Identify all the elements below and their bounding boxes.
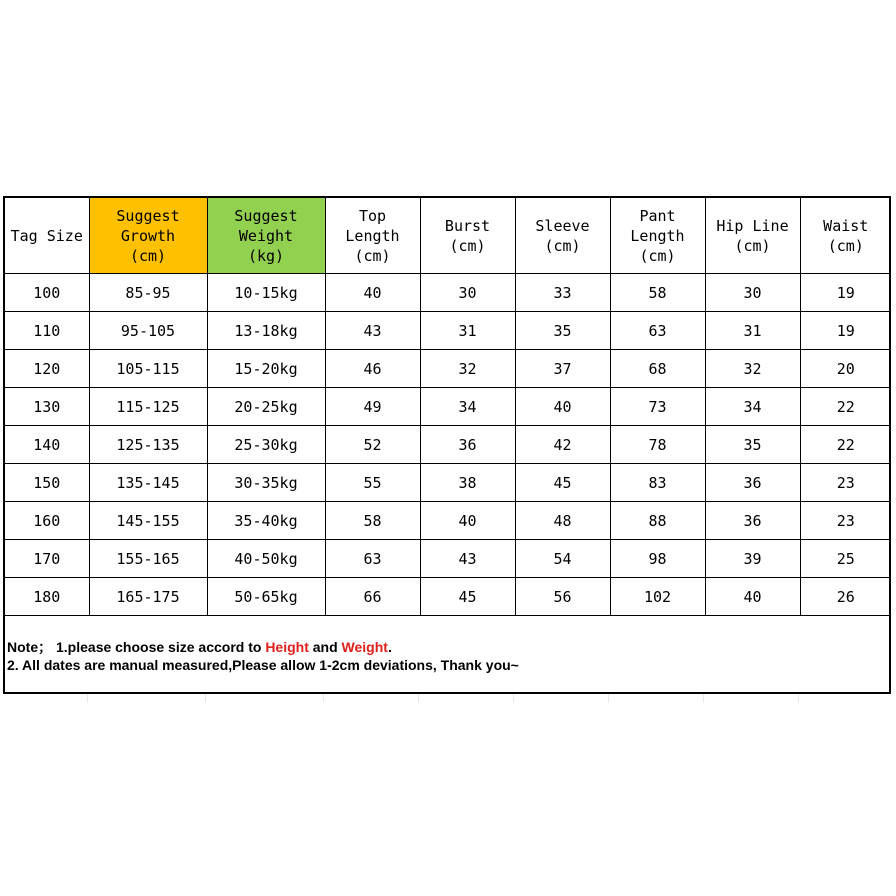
table-cell-suggest-weight: 25-30kg bbox=[207, 426, 325, 464]
divider-tick bbox=[513, 694, 514, 702]
divider-tick bbox=[418, 694, 419, 702]
table-cell-tag-size: 170 bbox=[5, 540, 89, 578]
header-line: Waist bbox=[823, 216, 869, 235]
table-cell-waist: 25 bbox=[800, 540, 891, 578]
table-cell-sleeve: 35 bbox=[515, 312, 610, 350]
table-row bbox=[5, 274, 891, 312]
table-cell-pant-length: 88 bbox=[610, 502, 705, 540]
table-row bbox=[5, 464, 891, 502]
table-cell-suggest-growth: 125-135 bbox=[89, 426, 207, 464]
note-height-highlight: Height bbox=[265, 639, 309, 655]
table-cell-waist: 19 bbox=[800, 312, 891, 350]
table-cell-top-length: 43 bbox=[325, 312, 420, 350]
header-line: Burst bbox=[444, 216, 491, 235]
table-cell-waist: 23 bbox=[800, 502, 891, 540]
table-cell-tag-size: 130 bbox=[5, 388, 89, 426]
header-line: Length bbox=[630, 226, 685, 245]
table-cell-pant-length: 98 bbox=[610, 540, 705, 578]
table-cell-burst: 38 bbox=[420, 464, 515, 502]
table-cell-sleeve: 56 bbox=[515, 578, 610, 616]
header-line: (cm) bbox=[734, 236, 771, 255]
header-suggest-weight bbox=[207, 198, 325, 274]
header-hip-line bbox=[705, 198, 800, 274]
table-cell-tag-size: 160 bbox=[5, 502, 89, 540]
header-waist bbox=[800, 198, 891, 274]
table-row bbox=[5, 426, 891, 464]
header-line: (cm) bbox=[129, 246, 167, 265]
table-row bbox=[5, 312, 891, 350]
table-cell-pant-length: 78 bbox=[610, 426, 705, 464]
table-cell-hip-line: 40 bbox=[705, 578, 800, 616]
table-cell-hip-line: 36 bbox=[705, 464, 800, 502]
table-cell-suggest-growth: 115-125 bbox=[89, 388, 207, 426]
table-cell-tag-size: 120 bbox=[5, 350, 89, 388]
table-cell-suggest-growth: 135-145 bbox=[89, 464, 207, 502]
table-cell-pant-length: 68 bbox=[610, 350, 705, 388]
table-cell-suggest-weight: 13-18kg bbox=[207, 312, 325, 350]
table-cell-waist: 22 bbox=[800, 388, 891, 426]
header-line: (cm) bbox=[449, 236, 486, 255]
header-line: Growth bbox=[120, 226, 176, 245]
table-cell-hip-line: 39 bbox=[705, 540, 800, 578]
table-cell-tag-size: 140 bbox=[5, 426, 89, 464]
table-cell-burst: 45 bbox=[420, 578, 515, 616]
table-cell-pant-length: 83 bbox=[610, 464, 705, 502]
header-row bbox=[5, 198, 891, 274]
header-line: Pant bbox=[639, 206, 676, 225]
note-prefix: Note； 1.please choose size accord to bbox=[7, 639, 266, 655]
table-cell-top-length: 55 bbox=[325, 464, 420, 502]
header-line: (cm) bbox=[827, 236, 864, 255]
table-cell-sleeve: 33 bbox=[515, 274, 610, 312]
table-cell-burst: 32 bbox=[420, 350, 515, 388]
table-cell-sleeve: 42 bbox=[515, 426, 610, 464]
header-line: (cm) bbox=[639, 246, 676, 265]
table-cell-waist: 20 bbox=[800, 350, 891, 388]
table-cell-hip-line: 31 bbox=[705, 312, 800, 350]
table-row bbox=[5, 350, 891, 388]
table-cell-sleeve: 40 bbox=[515, 388, 610, 426]
table-cell-top-length: 49 bbox=[325, 388, 420, 426]
table-cell-burst: 30 bbox=[420, 274, 515, 312]
divider-tick bbox=[205, 694, 206, 702]
header-suggest-growth bbox=[89, 198, 207, 274]
table-cell-pant-length: 102 bbox=[610, 578, 705, 616]
note-weight-highlight: Weight bbox=[341, 639, 388, 655]
table-cell-suggest-weight: 15-20kg bbox=[207, 350, 325, 388]
table-cell-top-length: 40 bbox=[325, 274, 420, 312]
note-line-1 bbox=[7, 638, 519, 656]
header-sleeve bbox=[515, 198, 610, 274]
table-cell-suggest-growth: 105-115 bbox=[89, 350, 207, 388]
header-line: Weight bbox=[238, 226, 294, 245]
table-cell-top-length: 52 bbox=[325, 426, 420, 464]
table-row bbox=[5, 578, 891, 616]
table-cell-top-length: 66 bbox=[325, 578, 420, 616]
table-cell-hip-line: 30 bbox=[705, 274, 800, 312]
table-cell-suggest-weight: 50-65kg bbox=[207, 578, 325, 616]
table-cell-suggest-weight: 40-50kg bbox=[207, 540, 325, 578]
table-cell-suggest-weight: 30-35kg bbox=[207, 464, 325, 502]
table-cell-suggest-weight: 10-15kg bbox=[207, 274, 325, 312]
table-cell-suggest-growth: 165-175 bbox=[89, 578, 207, 616]
table-cell-waist: 23 bbox=[800, 464, 891, 502]
table-cell-top-length: 63 bbox=[325, 540, 420, 578]
table-cell-suggest-growth: 145-155 bbox=[89, 502, 207, 540]
table-cell-sleeve: 45 bbox=[515, 464, 610, 502]
table-cell-suggest-growth: 155-165 bbox=[89, 540, 207, 578]
table-cell-waist: 19 bbox=[800, 274, 891, 312]
table-cell-burst: 31 bbox=[420, 312, 515, 350]
table-cell-burst: 40 bbox=[420, 502, 515, 540]
table-cell-suggest-weight: 20-25kg bbox=[207, 388, 325, 426]
table-cell-waist: 22 bbox=[800, 426, 891, 464]
note-line-2: 2. All dates are manual measured,Please allow 1-2cm deviations, Thank you~ bbox=[7, 657, 519, 673]
table-cell-burst: 36 bbox=[420, 426, 515, 464]
table-cell-tag-size: 110 bbox=[5, 312, 89, 350]
table-cell-suggest-growth: 85-95 bbox=[89, 274, 207, 312]
table-cell-pant-length: 73 bbox=[610, 388, 705, 426]
header-line: (cm) bbox=[354, 246, 391, 265]
table-cell-suggest-weight: 35-40kg bbox=[207, 502, 325, 540]
header-line: Suggest bbox=[234, 206, 298, 225]
table-cell-hip-line: 36 bbox=[705, 502, 800, 540]
header-line: Sleeve bbox=[535, 216, 590, 235]
header-top-length bbox=[325, 198, 420, 274]
divider-tick bbox=[798, 694, 799, 702]
table-cell-hip-line: 34 bbox=[705, 388, 800, 426]
table-cell-top-length: 46 bbox=[325, 350, 420, 388]
divider-tick bbox=[703, 694, 704, 702]
divider-tick bbox=[87, 694, 88, 702]
table-cell-tag-size: 150 bbox=[5, 464, 89, 502]
size-chart-table bbox=[5, 198, 891, 616]
table-cell-hip-line: 32 bbox=[705, 350, 800, 388]
size-note bbox=[7, 638, 519, 674]
header-burst bbox=[420, 198, 515, 274]
note-and: and bbox=[308, 639, 342, 655]
table-cell-tag-size: 100 bbox=[5, 274, 89, 312]
header-line: (cm) bbox=[544, 236, 581, 255]
table-row bbox=[5, 388, 891, 426]
header-line: Top bbox=[358, 206, 387, 225]
table-cell-sleeve: 37 bbox=[515, 350, 610, 388]
table-row bbox=[5, 540, 891, 578]
divider-tick bbox=[323, 694, 324, 702]
table-cell-pant-length: 58 bbox=[610, 274, 705, 312]
header-tag-size bbox=[5, 198, 89, 274]
table-cell-hip-line: 35 bbox=[705, 426, 800, 464]
divider-tick bbox=[608, 694, 609, 702]
table-cell-sleeve: 48 bbox=[515, 502, 610, 540]
table-cell-burst: 34 bbox=[420, 388, 515, 426]
table-cell-sleeve: 54 bbox=[515, 540, 610, 578]
size-chart-frame bbox=[3, 196, 891, 694]
header-pant-length bbox=[610, 198, 705, 274]
header-line: Suggest bbox=[116, 206, 180, 225]
header-line: Tag Size bbox=[10, 226, 83, 245]
table-cell-top-length: 58 bbox=[325, 502, 420, 540]
table-cell-burst: 43 bbox=[420, 540, 515, 578]
table-cell-waist: 26 bbox=[800, 578, 891, 616]
header-line: Length bbox=[345, 226, 400, 245]
note-end: . bbox=[387, 639, 392, 655]
table-cell-suggest-growth: 95-105 bbox=[89, 312, 207, 350]
header-line: Hip Line bbox=[716, 216, 789, 235]
table-cell-tag-size: 180 bbox=[5, 578, 89, 616]
header-line: (kg) bbox=[247, 246, 285, 265]
table-cell-pant-length: 63 bbox=[610, 312, 705, 350]
table-row bbox=[5, 502, 891, 540]
